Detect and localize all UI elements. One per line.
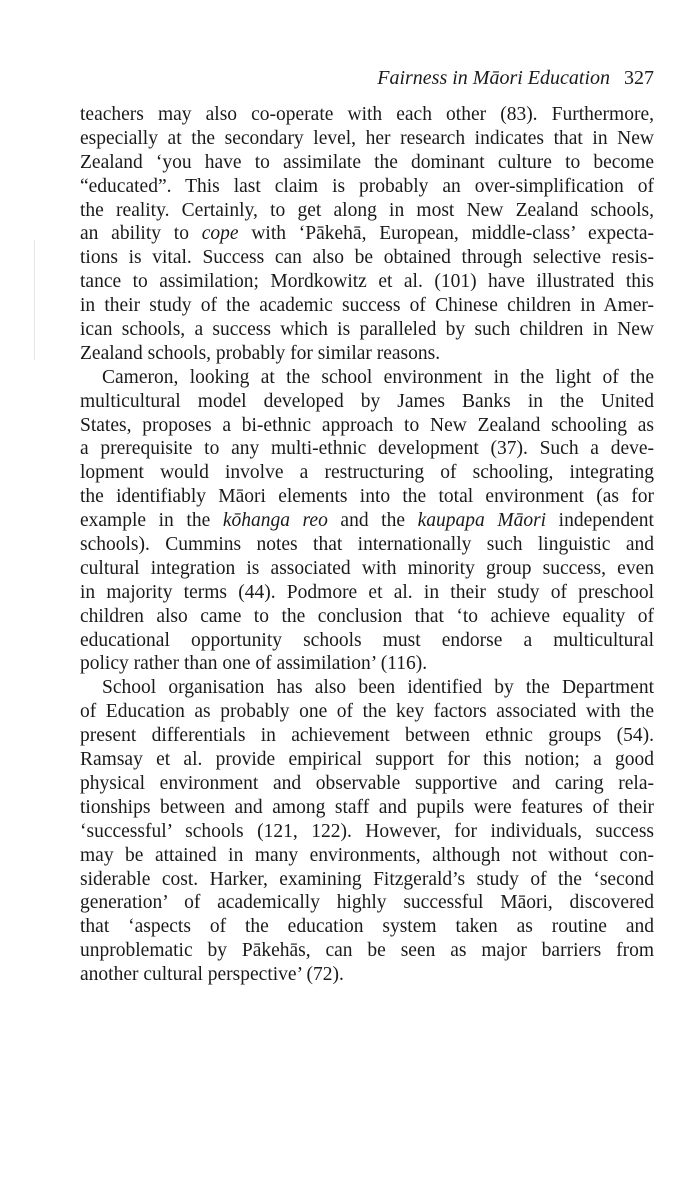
text-line <box>80 652 654 676</box>
text-segment: unproblematic by Pākehās, can be seen as major barriers from <box>80 940 654 962</box>
text-segment: teachers may also co-operate with each other (83). Furthermore, <box>80 104 654 125</box>
text-segment: multicultural model developed by James Banks in the United <box>80 390 654 412</box>
paragraph <box>80 676 654 987</box>
text-line <box>80 246 654 270</box>
text-segment: Zealand ‘you have to assimilate the dominant culture to become <box>80 151 654 173</box>
text-segment: a prerequisite to any multi-ethnic development (37). Such a deve- <box>80 438 654 460</box>
text-segment: School organisation has also been identified by the Department <box>102 677 654 699</box>
text-segment: in their study of the academic success of Chinese children in Amer- <box>80 295 654 317</box>
text-segment: tions is vital. Success can also be obtained through selective resis- <box>80 247 654 269</box>
text-line <box>80 366 654 390</box>
text-segment: educational opportunity schools must endorse a multicultural <box>80 629 654 651</box>
text-segment: lopment would involve a restructuring of schooling, integrating <box>80 462 654 484</box>
text-line <box>80 437 654 461</box>
text-line <box>80 700 654 724</box>
text-segment: siderable cost. Harker, examining Fitzgerald’s study of the ‘second <box>80 868 654 890</box>
text-line <box>80 939 654 963</box>
text-line <box>80 963 654 987</box>
text-segment: present differentials in achievement between ethnic groups (54). <box>80 725 654 747</box>
text-line <box>80 915 654 939</box>
text-segment: of Education as probably one of the key factors associated with the <box>80 701 654 723</box>
paragraph <box>80 366 654 677</box>
text-line <box>80 509 654 533</box>
text-segment: policy rather than one of assimilation’ (116). <box>80 653 428 675</box>
text-segment: ican schools, a success which is paralleled by such children in New <box>80 319 654 341</box>
text-segment: independent <box>546 510 654 532</box>
body-text <box>80 103 654 987</box>
text-line <box>80 605 654 629</box>
text-segment: cultural integration is associated with minority group success, even <box>80 557 654 579</box>
italic-term: cope <box>201 223 239 245</box>
text-segment: with ‘Pākehā, European, middle-class’ expecta- <box>238 223 654 245</box>
text-segment: may be attained in many environments, although not without con- <box>80 844 654 866</box>
text-segment: Zealand schools, probably for similar reasons. <box>80 342 441 364</box>
text-segment: an ability to <box>80 223 202 245</box>
text-segment: States, proposes a bi-ethnic approach to New Zealand schooling as <box>80 414 654 436</box>
text-segment: the identifiably Māori elements into the total environment (as for <box>80 486 654 508</box>
text-line <box>80 581 654 605</box>
page-number: 327 <box>624 67 654 89</box>
text-segment: Ramsay et al. provide empirical support for this notion; a good <box>80 749 654 771</box>
text-line <box>80 103 654 127</box>
text-line <box>80 175 654 199</box>
text-line <box>80 342 654 366</box>
text-line <box>80 127 654 151</box>
text-line <box>80 461 654 485</box>
text-segment: physical environment and observable supportive and caring rela- <box>80 772 654 794</box>
text-line <box>80 868 654 892</box>
text-segment: especially at the secondary level, her research indicates that in New <box>80 127 654 149</box>
text-line <box>80 151 654 175</box>
text-segment: children also came to the conclusion that ‘to achieve equality of <box>80 605 654 627</box>
text-line <box>80 748 654 772</box>
paragraph <box>80 103 654 366</box>
running-title: Fairness in Māori Education <box>377 67 610 89</box>
text-line <box>80 629 654 653</box>
italic-term: kōhanga reo <box>222 510 328 532</box>
text-line <box>80 270 654 294</box>
text-line <box>80 222 654 246</box>
text-line <box>80 891 654 915</box>
text-line <box>80 390 654 414</box>
text-segment: example in the <box>80 510 223 532</box>
text-segment: the reality. Certainly, to get along in most New Zealand schools, <box>80 199 654 221</box>
text-segment: tionships between and among staff and pupils were features of their <box>80 796 654 818</box>
text-line <box>80 724 654 748</box>
text-line <box>80 294 654 318</box>
text-line <box>80 844 654 868</box>
text-segment: Cameron, looking at the school environment in the light of the <box>102 366 654 388</box>
text-line <box>80 485 654 509</box>
text-line <box>80 796 654 820</box>
margin-shadow-line <box>34 240 35 360</box>
text-line <box>80 676 654 700</box>
text-segment: tance to assimilation; Mordkowitz et al. (101) have illustrated this <box>80 271 654 293</box>
text-segment: that ‘aspects of the education system taken as routine and <box>80 916 654 938</box>
text-segment: and the <box>327 510 418 532</box>
text-line <box>80 414 654 438</box>
text-segment: schools). Cummins notes that internationally such linguistic and <box>80 534 654 556</box>
text-line <box>80 772 654 796</box>
text-line <box>80 533 654 557</box>
text-segment: in majority terms (44). Podmore et al. in their study of preschool <box>80 581 654 603</box>
italic-term: kaupapa Māori <box>417 510 547 532</box>
text-line <box>80 820 654 844</box>
running-head <box>80 66 654 90</box>
text-segment: “educated”. This last claim is probably an over-simplification of <box>80 175 654 197</box>
text-line <box>80 318 654 342</box>
text-segment: ‘successful’ schools (121, 122). However, for individuals, success <box>80 820 654 842</box>
text-segment: another cultural perspective’ (72). <box>80 964 344 986</box>
text-segment: generation’ of academically highly successful Māori, discovered <box>80 892 654 914</box>
text-line <box>80 199 654 223</box>
text-line <box>80 557 654 581</box>
